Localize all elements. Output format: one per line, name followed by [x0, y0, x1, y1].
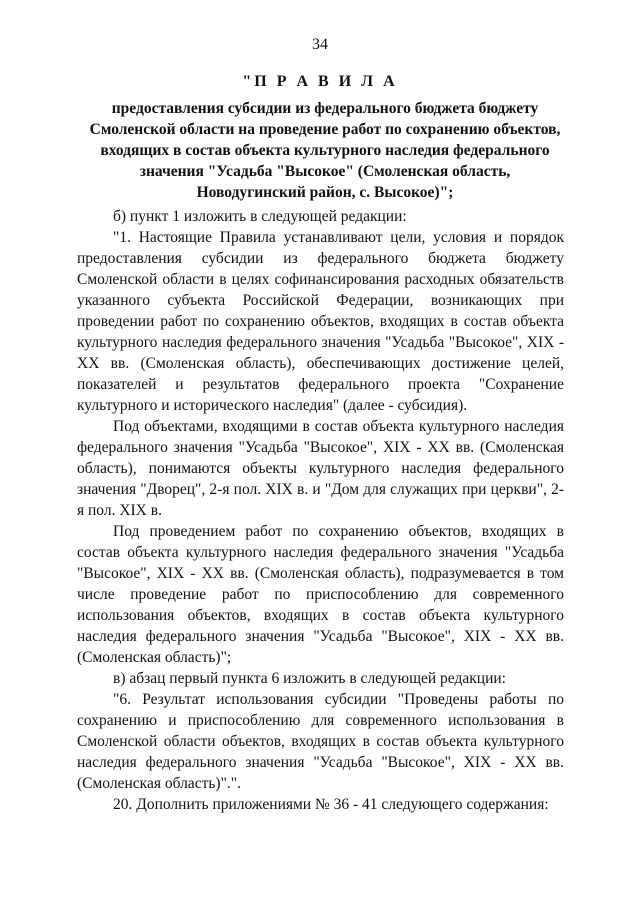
document-subtitle: предоставления субсидии из федерального бюджета бюджету Смоленской области на проведение работ по сохранению объектов, входящих в состав объекта культурного наследия федерального значения "Усадьба "Высокое" (Смоленская область, Новодугинский район, с. Высокое)"; — [89, 100, 561, 201]
paragraph-clause-1: "1. Настоящие Правила устанавливают цели, условия и порядок предоставления субсидии из федерального бюджета бюджету Смоленской области в целях софинансирования расходных обязательств указанного субъекта Российской Федерации, возникающих при проведении работ по сохранению объектов, входящих в состав объекта культурного наследия федерального значения "Усадьба "Высокое", XIX - XX вв. (Смоленская область), обеспечивающих достижение целей, показателей и результатов федерального проекта "Сохранение культурного и исторического наследия" (далее - субсидия). — [77, 229, 564, 414]
document-body — [77, 206, 564, 815]
paragraph-works-definition: Под проведением работ по сохранению объектов, входящих в состав объекта культурного наследия федерального значения "Усадьба "Высокое", XIX - XX вв. (Смоленская область), подразумевается в том числе проведение работ по приспособлению для современного использования объектов, входящих в состав объекта культурного наследия федерального значения "Усадьба "Высокое", XIX - XX вв. (Смоленская область)"; — [77, 523, 564, 666]
page-number: 34 — [312, 36, 328, 53]
paragraph-clause-6: "6. Результат использования субсидии "Проведены работы по сохранению и приспособлению для современного использования в Смоленской области объектов, входящих в состав объекта культурного наследия федерального значения "Усадьба "Высокое", XIX - XX вв. (Смоленская область)".". — [77, 691, 564, 792]
paragraph-item-v: в) абзац первый пункта 6 изложить в следующей редакции: — [113, 670, 506, 687]
document-title: "П Р А В И Л А — [242, 73, 398, 90]
paragraph-item-b: б) пункт 1 изложить в следующей редакции: — [113, 208, 407, 225]
paragraph-item-20: 20. Дополнить приложениями № 36 - 41 следующего содержания: — [113, 796, 549, 813]
paragraph-objects-definition: Под объектами, входящими в состав объекта культурного наследия федерального значения "Усадьба "Высокое", XIX - XX вв. (Смоленская область), понимаются объекты культурного наследия федерального значения "Дворец", 2-я пол. XIX в. и "Дом для служащих при церкви", 2-я пол. XIX в. — [77, 418, 564, 519]
